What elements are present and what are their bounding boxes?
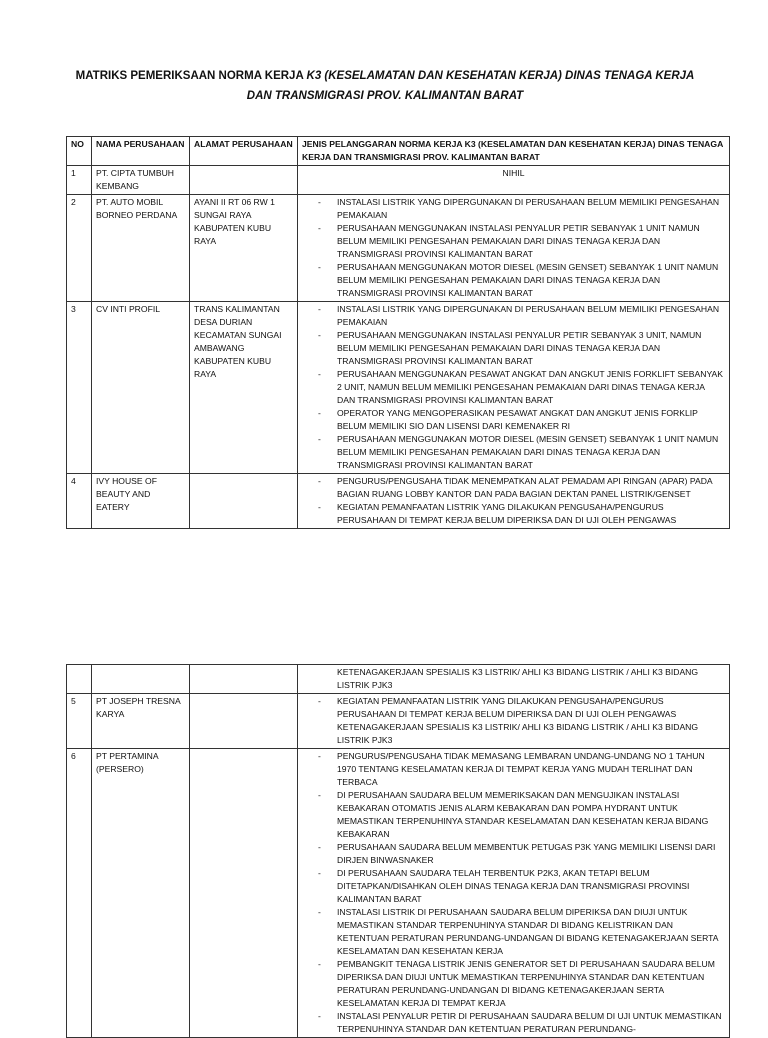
violation-item <box>302 867 725 906</box>
cell-name: IVY HOUSE OF BEAUTY AND EATERY <box>92 474 190 529</box>
cell-violations <box>298 474 730 529</box>
table-row <box>67 195 730 302</box>
violation-list <box>302 695 725 747</box>
violation-item <box>302 368 725 407</box>
violation-item <box>302 261 725 300</box>
violation-item <box>302 695 725 747</box>
dash-bullet: - <box>318 434 321 444</box>
cell-address <box>190 474 298 529</box>
cell-no: 3 <box>67 302 92 474</box>
title-line-1-plain: MATRIKS PEMERIKSAAN NORMA KERJA <box>75 70 307 82</box>
dash-bullet: - <box>318 408 321 418</box>
dash-bullet: - <box>318 696 321 706</box>
violation-item <box>302 329 725 368</box>
cell-no: 2 <box>67 195 92 302</box>
dash-bullet: - <box>318 369 321 379</box>
violation-item <box>302 196 725 222</box>
violation-text: PERUSAHAAN MENGGUNAKAN MOTOR DIESEL (MESIN GENSET) SEBANYAK 1 UNIT NAMUN BELUM MEMILIKI PENGESAHAN PEMAKAIAN DARI DINAS TENAGA KERJA DAN TRANSMIGRASI PROVINSI KALIMANTAN BARAT <box>337 434 719 470</box>
dash-bullet: - <box>318 1011 321 1021</box>
header-no: NO <box>67 137 92 166</box>
violation-list <box>302 303 725 472</box>
dash-bullet: - <box>318 304 321 314</box>
dash-bullet: - <box>318 502 321 512</box>
title-line-1-italic: K3 (KESELAMATAN DAN KESEHATAN KERJA) DINAS TENAGA KERJA <box>306 70 695 82</box>
cell-address <box>190 749 298 1038</box>
dash-bullet: - <box>318 868 321 878</box>
violation-item <box>302 750 725 789</box>
violation-text: DI PERUSAHAAN SAUDARA BELUM MEMERIKSAKAN DAN MENGUJIKAN INSTALASI KEBAKARAN OTOMATIS JENIS ALARM KEBAKARAN DAN POMPA HYDRANT UNTUK MEMASTIKAN TERPENUHINYA STANDAR KESELAMATAN DAN KESEHATAN KERJA BIDANG KEBAKARAN <box>337 790 709 839</box>
continued-text: KETENAGAKERJAAN SPESIALIS K3 LISTRIK/ AHLI K3 BIDANG LISTRIK / AHLI K3 BIDANG LISTRIK PJK3 <box>337 667 699 690</box>
cell-violations: NIHIL <box>298 166 730 195</box>
violation-text: PERUSAHAAN MENGGUNAKAN INSTALASI PENYALUR PETIR SEBANYAK 3 UNIT, NAMUN BELUM MEMILIKI PENGESAHAN PEMAKAIAN DARI DINAS TENAGA KERJA DAN TRANSMIGRASI PROVINSI KALIMANTAN BARAT <box>337 330 702 366</box>
cell-name: CV INTI PROFIL <box>92 302 190 474</box>
cell-address: AYANI II RT 06 RW 1 SUNGAI RAYA KABUPATEN KUBU RAYA <box>190 195 298 302</box>
violation-item <box>302 475 725 501</box>
dash-bullet: - <box>318 197 321 207</box>
violation-text: PEMBANGKIT TENAGA LISTRIK JENIS GENERATOR SET DI PERUSAHAAN SAUDARA BELUM DIPERIKSA DAN DIUJI UNTUK MEMASTIKAN TERPENUHINYA STANDAR DAN KETENTUAN PERATURAN PERUNDANG-UNDANGAN DI BIDANG KETENAGAKERJAAN SERTA KESELAMATAN KERJA DI TEMPAT KERJA <box>337 959 715 1008</box>
violation-item <box>302 841 725 867</box>
dash-bullet: - <box>318 262 321 272</box>
violation-text: DI PERUSAHAAN SAUDARA TELAH TERBENTUK P2K3, AKAN TETAPI BELUM DITETAPKAN/DISAHKAN OLEH DINAS TENAGA KERJA DAN TRANSMIGRASI PROVINSI KALIMANTAN BARAT <box>337 868 690 904</box>
cell-violations <box>298 749 730 1038</box>
violation-text: PERUSAHAAN MENGGUNAKAN PESAWAT ANGKAT DAN ANGKUT JENIS FORKLIFT SEBANYAK 2 UNIT, NAMUN BELUM MEMILIKI PENGESAHAN PEMAKAIAN DARI DINAS TENAGA KERJA DAN TRANSMIGRASI PROVINSI KALIMANTAN BARAT <box>337 369 724 405</box>
violation-item <box>302 501 725 527</box>
cell-name: PT JOSEPH TRESNA KARYA <box>92 694 190 749</box>
table-row <box>67 749 730 1038</box>
dash-bullet: - <box>318 907 321 917</box>
cell-name: PT. CIPTA TUMBUH KEMBANG <box>92 166 190 195</box>
cell-no: 4 <box>67 474 92 529</box>
violation-item <box>302 303 725 329</box>
violation-text: PERUSAHAAN MENGGUNAKAN MOTOR DIESEL (MESIN GENSET) SEBANYAK 1 UNIT NAMUN BELUM MEMILIKI PENGESAHAN PEMAKAIAN DARI DINAS TENAGA KERJA DAN TRANSMIGRASI PROVINSI KALIMANTAN BARAT <box>337 262 719 298</box>
table-row <box>67 474 730 529</box>
dash-bullet: - <box>318 751 321 761</box>
violation-text: PERUSAHAAN MENGGUNAKAN INSTALASI PENYALUR PETIR SEBANYAK 1 UNIT NAMUN BELUM MEMILIKI PENGESAHAN PEMAKAIAN DARI DINAS TENAGA KERJA DAN TRANSMIGRASI PROVINSI KALIMANTAN BARAT <box>337 223 700 259</box>
violation-item <box>302 906 725 958</box>
continuation-row <box>67 665 730 694</box>
dash-bullet: - <box>318 842 321 852</box>
cell-address <box>190 665 298 694</box>
violation-text: KEGIATAN PEMANFAATAN LISTRIK YANG DILAKUKAN PENGUSAHA/PENGURUS PERUSAHAAN DI TEMPAT KERJA BELUM DIPERIKSA DAN DI UJI OLEH PENGAWAS KETENAGAKERJAAN SPESIALIS K3 LISTRIK/ AHLI K3 BIDANG LISTRIK / AHLI K3 BIDANG LISTRIK PJK3 <box>337 696 699 745</box>
cell-address <box>190 166 298 195</box>
cell-violations <box>298 195 730 302</box>
cell-no: 1 <box>67 166 92 195</box>
inspection-table-page-1 <box>66 136 730 529</box>
cell-violations <box>298 694 730 749</box>
cell-address: TRANS KALIMANTAN DESA DURIAN KECAMATAN SUNGAI AMBAWANG KABUPATEN KUBU RAYA <box>190 302 298 474</box>
violation-text: INSTALASI LISTRIK YANG DIPERGUNAKAN DI PERUSAHAAN BELUM MEMILIKI PENGESAHAN PEMAKAIAN <box>337 304 720 327</box>
violation-item <box>302 407 725 433</box>
cell-no: 6 <box>67 749 92 1038</box>
table-row <box>67 166 730 195</box>
cell-violations <box>298 302 730 474</box>
violation-list <box>302 750 725 1036</box>
violation-text: KEGIATAN PEMANFAATAN LISTRIK YANG DILAKUKAN PENGUSAHA/PENGURUS PERUSAHAAN DI TEMPAT KERJA BELUM DIPERIKSA DAN DI UJI OLEH PENGAWAS <box>337 502 677 525</box>
dash-bullet: - <box>318 476 321 486</box>
table-row <box>67 694 730 749</box>
cell-name <box>92 665 190 694</box>
title-line-1 <box>60 66 710 86</box>
cell-address <box>190 694 298 749</box>
title-line-2: DAN TRANSMIGRASI PROV. KALIMANTAN BARAT <box>246 90 524 102</box>
table-header-row <box>67 137 730 166</box>
violation-text: PERUSAHAAN SAUDARA BELUM MEMBENTUK PETUGAS P3K YANG MEMILIKI LISENSI DARI DIRJEN BINWASNAKER <box>337 842 716 865</box>
violation-text: OPERATOR YANG MENGOPERASIKAN PESAWAT ANGKAT DAN ANGKUT JENIS FORKLIP BELUM MEMILIKI SIO DAN LISENSI DARI KEMENAKER RI <box>337 408 698 431</box>
header-company-name: NAMA PERUSAHAAN <box>92 137 190 166</box>
header-company-address: ALAMAT PERUSAHAAN <box>190 137 298 166</box>
cell-no: 5 <box>67 694 92 749</box>
dash-bullet: - <box>318 330 321 340</box>
dash-bullet: - <box>318 223 321 233</box>
document-title <box>60 66 710 106</box>
violation-text: INSTALASI LISTRIK YANG DIPERGUNAKAN DI PERUSAHAAN BELUM MEMILIKI PENGESAHAN PEMAKAIAN <box>337 197 720 220</box>
violation-text: INSTALASI PENYALUR PETIR DI PERUSAHAAN SAUDARA BELUM DI UJI UNTUK MEMASTIKAN TERPENUHINYA STANDAR DAN KETENTUAN PERATURAN PERUNDANG- <box>337 1011 722 1034</box>
violation-item <box>302 433 725 472</box>
violation-list <box>302 196 725 300</box>
violation-text: INSTALASI LISTRIK DI PERUSAHAAN SAUDARA BELUM DIPERIKSA DAN DIUJI UNTUK MEMASTIKAN STANDAR TERPENUHINYA STANDAR DI BIDANG KELISTRIKAN DAN KETENTUAN PERATURAN PERUNDANG-UNDANGAN DI BIDANG KETENAGAKERJAAN SERTA KESELAMATAN DAN KESEHATAN KERJA <box>337 907 719 956</box>
dash-bullet: - <box>318 959 321 969</box>
table-row <box>67 302 730 474</box>
violation-text: PENGURUS/PENGUSAHA TIDAK MENEMPATKAN ALAT PEMADAM API RINGAN (APAR) PADA BAGIAN RUANG LOBBY KANTOR DAN PADA BAGIAN DEKTAN PANEL LISTRIK/GENSET <box>337 476 713 499</box>
header-violation-type: JENIS PELANGGARAN NORMA KERJA K3 (KESELAMATAN DAN KESEHATAN KERJA) DINAS TENAGA KERJA DAN TRANSMIGRASI PROV. KALIMANTAN BARAT <box>298 137 730 166</box>
cell-violations <box>298 665 730 694</box>
violation-item <box>302 222 725 261</box>
violation-item <box>302 958 725 1010</box>
violation-item <box>302 789 725 841</box>
violation-list <box>302 475 725 527</box>
inspection-table-page-2 <box>66 664 730 1038</box>
cell-name: PT. AUTO MOBIL BORNEO PERDANA <box>92 195 190 302</box>
violation-text: PENGURUS/PENGUSAHA TIDAK MEMASANG LEMBARAN UNDANG-UNDANG NO 1 TAHUN 1970 TENTANG KESELAMATAN KERJA DI TEMPAT KERJA YANG MUDAH TERLIHAT DAN TERBACA <box>337 751 705 787</box>
cell-no <box>67 665 92 694</box>
violation-item <box>302 1010 725 1036</box>
dash-bullet: - <box>318 790 321 800</box>
cell-name: PT PERTAMINA (PERSERO) <box>92 749 190 1038</box>
